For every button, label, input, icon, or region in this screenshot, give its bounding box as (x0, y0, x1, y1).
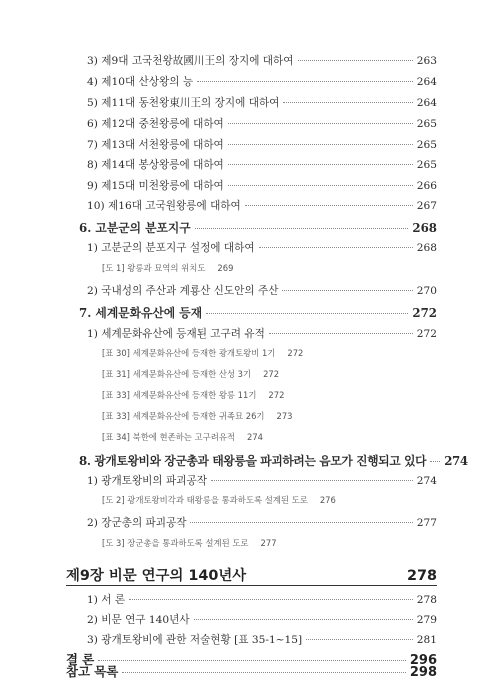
toc-entry-page: 272 (263, 369, 280, 379)
toc-entry-page: 265 (416, 159, 437, 171)
toc-entry-page: 268 (416, 242, 437, 254)
toc-entry-page: 264 (416, 97, 437, 109)
toc-figure-entry[interactable] (102, 494, 336, 506)
toc-section-title: 8. 광개토왕비와 장군총과 태왕릉을 파괴하려는 음모가 진행되고 있다 (79, 454, 427, 468)
dot-leader (430, 461, 440, 462)
toc-figure-entry[interactable] (102, 537, 277, 549)
toc-entry-title: 8) 제14대 봉상왕릉에 대하여 (87, 159, 224, 171)
dot-leader (228, 123, 413, 124)
toc-figure-title: [도 1] 왕릉과 묘역의 위치도 (102, 263, 206, 273)
toc-entry-page: 296 (409, 653, 437, 668)
toc-entry-page: 266 (416, 180, 437, 192)
dot-leader (269, 333, 413, 334)
dot-leader (306, 639, 413, 640)
toc-table-entry[interactable] (102, 431, 263, 443)
toc-table-title: [표 34] 북한에 현존하는 고구려유적 (102, 432, 236, 442)
toc-entry-title: 6) 제12대 중천왕릉에 대하여 (87, 118, 224, 130)
toc-entry-title: 2) 국내성의 주산과 계룡산 신도안의 주산 (87, 285, 279, 297)
toc-entry-page: 270 (416, 285, 437, 297)
toc-entry-title: 1) 서 론 (87, 594, 126, 606)
toc-entry-page: 274 (247, 432, 264, 442)
toc-table-entry[interactable] (102, 410, 293, 422)
toc-entry-page: 269 (217, 263, 234, 273)
toc-entry-title: 1) 세계문화유산에 등재된 고구려 유적 (87, 328, 265, 340)
toc-entry[interactable] (87, 95, 437, 110)
toc-entry-title: 4) 제10대 산상왕의 능 (87, 76, 194, 88)
dot-leader (283, 102, 412, 103)
toc-entry-page: 272 (287, 348, 304, 358)
toc-entry-page: 274 (444, 454, 468, 468)
toc-entry[interactable] (87, 157, 437, 172)
toc-section-entry[interactable] (79, 452, 468, 469)
toc-entry-page: 273 (276, 411, 293, 421)
toc-entry[interactable] (87, 592, 437, 607)
toc-entry[interactable] (87, 178, 437, 193)
toc-entry[interactable] (87, 632, 437, 647)
dot-leader (282, 290, 412, 291)
toc-entry-page: 265 (416, 118, 437, 130)
dot-leader (98, 660, 406, 661)
toc-end-title: 결 론 (66, 652, 95, 667)
toc-entry-title: 1) 고분군의 분포지구 설정에 대하여 (87, 242, 255, 254)
dot-leader (122, 672, 406, 673)
toc-end-title: 참고 목록 (66, 664, 119, 679)
dot-leader (194, 619, 413, 620)
toc-entry-title: 9) 제15대 미천왕릉에 대하여 (87, 180, 224, 192)
dot-leader (298, 60, 413, 61)
dot-leader (228, 185, 413, 186)
toc-entry-page: 277 (416, 517, 437, 529)
toc-section-entry[interactable] (79, 304, 437, 321)
chapter-underline (66, 585, 437, 586)
toc-figure-title: [도 2] 광개토왕비각과 태왕릉을 통과하도록 설계된 도로 (102, 495, 308, 505)
toc-entry-title: 2) 비문 연구 140년사 (87, 614, 190, 626)
toc-entry-page: 281 (416, 634, 437, 646)
toc-entry-title: 5) 제11대 동천왕東川王의 장지에 대하여 (87, 97, 280, 109)
toc-entry-page: 272 (268, 390, 285, 400)
dot-leader (245, 205, 413, 206)
toc-entry-title: 3) 제9대 고국천왕故國川王의 장지에 대하여 (87, 55, 294, 67)
dot-leader (206, 313, 408, 314)
toc-chapter-title: 제9장 비문 연구의 140년사 (66, 568, 247, 584)
toc-entry-page: 298 (409, 665, 437, 680)
toc-entry[interactable] (87, 198, 437, 213)
toc-section-title: 7. 세계문화유산에 등재 (79, 306, 203, 320)
toc-table-title: [표 30] 세계문화유산에 등재한 광개토왕비 1기 (102, 348, 276, 358)
toc-entry[interactable] (87, 612, 437, 627)
toc-table-title: [표 31] 세계문화유산에 등재한 산성 3기 (102, 369, 252, 379)
toc-entry[interactable] (87, 473, 437, 488)
dot-leader (228, 144, 413, 145)
toc-entry-page: 274 (416, 475, 437, 487)
dot-leader (259, 247, 413, 248)
toc-entry-page: 267 (416, 200, 437, 212)
toc-entry-title: 1) 광개토왕비의 파괴공작 (87, 475, 207, 487)
dot-leader (211, 480, 413, 481)
toc-section-title: 6. 고분군의 분포지구 (79, 221, 191, 235)
toc-entry[interactable] (87, 240, 437, 255)
toc-entry-page: 263 (416, 55, 437, 67)
toc-entry-title: 10) 제16대 고국원왕릉에 대하여 (87, 200, 241, 212)
toc-entry-page: 264 (416, 76, 437, 88)
toc-figure-entry[interactable] (102, 262, 233, 274)
toc-entry[interactable] (87, 283, 437, 298)
toc-entry-page: 272 (412, 306, 437, 320)
toc-entry-title: 2) 장군총의 파괴공작 (87, 517, 187, 529)
toc-entry-page: 279 (416, 614, 437, 626)
toc-chapter-entry[interactable] (66, 564, 437, 585)
toc-table-entry[interactable] (102, 389, 284, 401)
toc-entry[interactable] (87, 326, 437, 341)
toc-entry[interactable] (87, 137, 437, 152)
toc-table-entry[interactable] (102, 368, 279, 380)
toc-entry[interactable] (87, 515, 437, 530)
dot-leader (197, 81, 413, 82)
toc-entry-title: 3) 광개토왕비에 관한 저술현황 [표 35-1~15] (87, 634, 303, 646)
toc-table-entry[interactable] (102, 347, 303, 359)
dot-leader (195, 228, 409, 229)
toc-table-title: [표 33] 세계문화유산에 등재한 왕릉 11기 (102, 390, 257, 400)
toc-entry[interactable] (87, 53, 437, 68)
toc-entry-page: 276 (319, 495, 336, 505)
toc-section-entry[interactable] (79, 219, 437, 236)
dot-leader (129, 599, 413, 600)
toc-entry-page: 272 (416, 328, 437, 340)
toc-entry-title: 7) 제13대 서천왕릉에 대하여 (87, 139, 224, 151)
toc-entry-page: 278 (416, 594, 437, 606)
toc-entry[interactable] (87, 116, 437, 131)
toc-entry-page: 265 (416, 139, 437, 151)
toc-figure-title: [도 3] 장군총을 통과하도록 설계된 도로 (102, 538, 249, 548)
toc-entry[interactable] (87, 74, 437, 89)
toc-table-title: [표 33] 세계문화유산에 등재한 귀족묘 26기 (102, 411, 265, 421)
dot-leader (190, 522, 412, 523)
toc-entry-page: 277 (260, 538, 277, 548)
dot-leader (228, 164, 413, 165)
toc-entry-page: 278 (406, 568, 437, 584)
toc-references-entry[interactable] (66, 662, 437, 680)
toc-entry-page: 268 (412, 221, 437, 235)
